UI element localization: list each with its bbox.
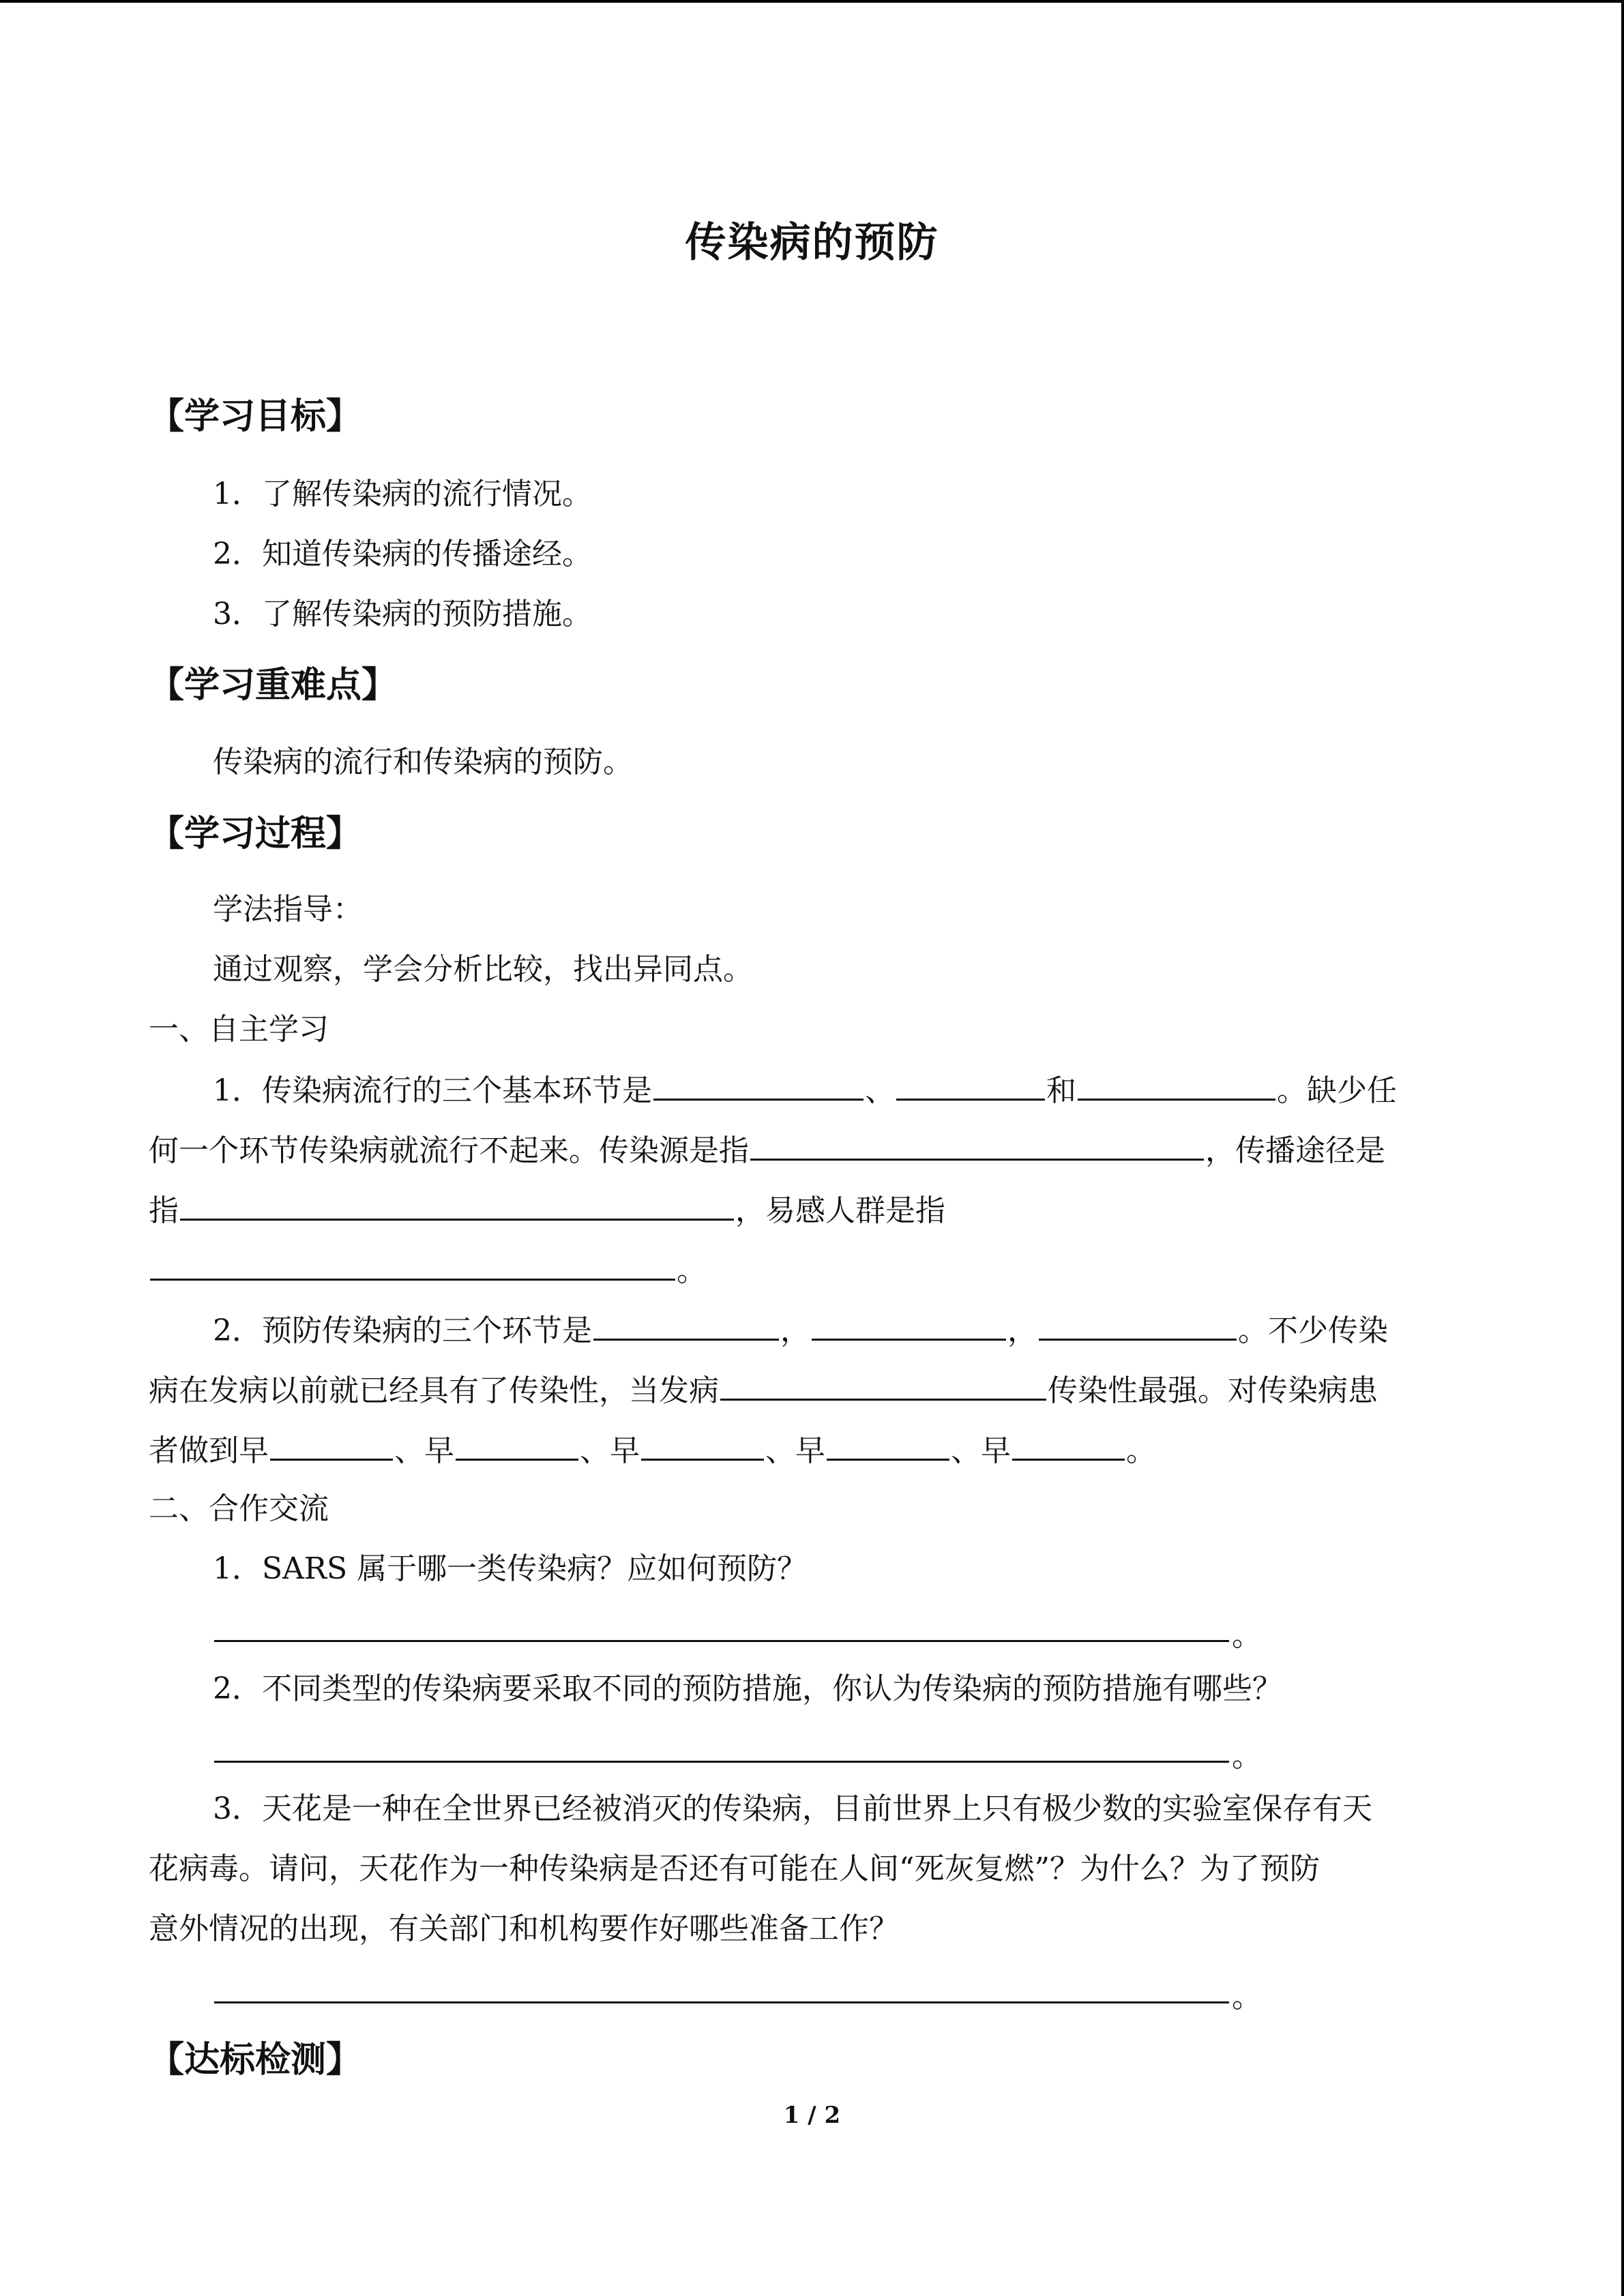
method-text: 通过观察，学会分析比较，找出异同点。	[213, 952, 753, 987]
goal-item-3: 3．了解传染病的预防措施。	[213, 597, 592, 631]
q2-blank-1[interactable]	[593, 1309, 779, 1341]
q2-blank-early-1[interactable]	[270, 1429, 393, 1461]
q1-line-3	[149, 1189, 945, 1232]
q2-blank-onset[interactable]	[720, 1369, 1046, 1401]
q2-blank-early-4[interactable]	[827, 1429, 949, 1461]
q1-line-1	[213, 1069, 1397, 1112]
coop-answer-end-1: 。	[1232, 1618, 1262, 1653]
q1-blank-route[interactable]	[180, 1189, 734, 1221]
coop-question-3-line-2: 花病毒。请问，天花作为一种传染病是否还有可能在人间“死灰复燃”？为什么？为了预防	[149, 1851, 1320, 1886]
q2-end: 。	[1126, 1433, 1156, 1468]
coop-question-1: 1．SARS 属于哪一类传染病？应如何预防？	[213, 1551, 808, 1586]
q1-blank-susceptible[interactable]	[150, 1249, 675, 1281]
goal-item-1: 1．了解传染病的流行情况。	[213, 477, 592, 511]
coop-question-3-line-1: 3．天花是一种在全世界已经被消灭的传染病，目前世界上只有极少数的实验室保存有天	[213, 1791, 1372, 1826]
q1-blank-3[interactable]	[1078, 1069, 1275, 1101]
q2-sep-3: 、早	[765, 1433, 825, 1468]
q2-blank-early-3[interactable]	[641, 1429, 764, 1461]
method-label: 学法指导：	[213, 892, 363, 927]
coop-answer-line-2[interactable]	[214, 1761, 1229, 1763]
q1-text-d: ，传播途径是	[1205, 1133, 1385, 1168]
q2-text-b: 。不少传染	[1238, 1313, 1388, 1348]
q1-text-c: 何一个环节传染病就流行不起来。传染源是指	[149, 1133, 749, 1168]
page-border-right	[1621, 0, 1624, 2296]
q2-blank-2[interactable]	[812, 1309, 1006, 1341]
q1-line-4	[149, 1249, 707, 1292]
q2-blank-early-5[interactable]	[1012, 1429, 1125, 1461]
goals-heading: 【学习目标】	[149, 396, 362, 437]
q2-sep-1: 、早	[394, 1433, 454, 1468]
test-heading: 【达标检测】	[149, 2040, 362, 2081]
q2-line-3	[149, 1429, 1156, 1472]
q2-sep-2: 、早	[580, 1433, 640, 1468]
page-border-top	[0, 0, 1624, 3]
coop-question-3-line-3: 意外情况的出现，有关部门和机构要作好哪些准备工作？	[149, 1911, 899, 1946]
q2-line-1	[213, 1309, 1388, 1352]
coop-answer-end-3: 。	[1232, 1980, 1262, 2014]
q2-sep-4: 、早	[951, 1433, 1011, 1468]
key-points-heading: 【学习重难点】	[149, 665, 398, 706]
coop-answer-line-1[interactable]	[214, 1640, 1229, 1642]
q2-blank-early-2[interactable]	[456, 1429, 578, 1461]
q1-text-e: 指	[149, 1193, 179, 1228]
q1-blank-1[interactable]	[653, 1069, 863, 1101]
part1-heading: 一、自主学习	[149, 1012, 329, 1047]
q1-text-a: 1．传染病流行的三个基本环节是	[213, 1073, 652, 1108]
q2-line-2	[149, 1369, 1378, 1412]
process-heading: 【学习过程】	[149, 814, 362, 854]
coop-answer-end-2: 。	[1232, 1739, 1262, 1774]
q1-and: 和	[1046, 1073, 1076, 1108]
key-points-text: 传染病的流行和传染病的预防。	[213, 745, 633, 779]
q2-text-d: 传染性最强。对传染病患	[1048, 1373, 1378, 1408]
q1-line-2	[149, 1129, 1385, 1172]
q1-blank-source[interactable]	[750, 1129, 1204, 1161]
q2-comma-1: ，	[780, 1313, 810, 1348]
coop-question-2: 2．不同类型的传染病要采取不同的预防措施，你认为传染病的预防措施有哪些？	[213, 1671, 1282, 1706]
page-title: 传染病的预防	[685, 219, 939, 267]
q1-sep: 、	[865, 1073, 895, 1108]
q2-text-c: 病在发病以前就已经具有了传染性，当发病	[149, 1373, 719, 1408]
q1-end: 。	[677, 1253, 707, 1288]
q1-blank-2[interactable]	[896, 1069, 1045, 1101]
q1-text-b: 。缺少任	[1277, 1073, 1397, 1108]
q2-text-e: 者做到早	[149, 1433, 269, 1468]
q1-text-f: ，易感人群是指	[735, 1193, 945, 1228]
q2-comma-2: ，	[1007, 1313, 1037, 1348]
coop-answer-line-3[interactable]	[214, 2001, 1229, 2003]
page-number: 1 / 2	[783, 2102, 841, 2129]
q2-text-a: 2．预防传染病的三个环节是	[213, 1313, 592, 1348]
goal-item-2: 2．知道传染病的传播途经。	[213, 537, 592, 571]
q2-blank-3[interactable]	[1039, 1309, 1237, 1341]
part2-heading: 二、合作交流	[149, 1491, 329, 1526]
